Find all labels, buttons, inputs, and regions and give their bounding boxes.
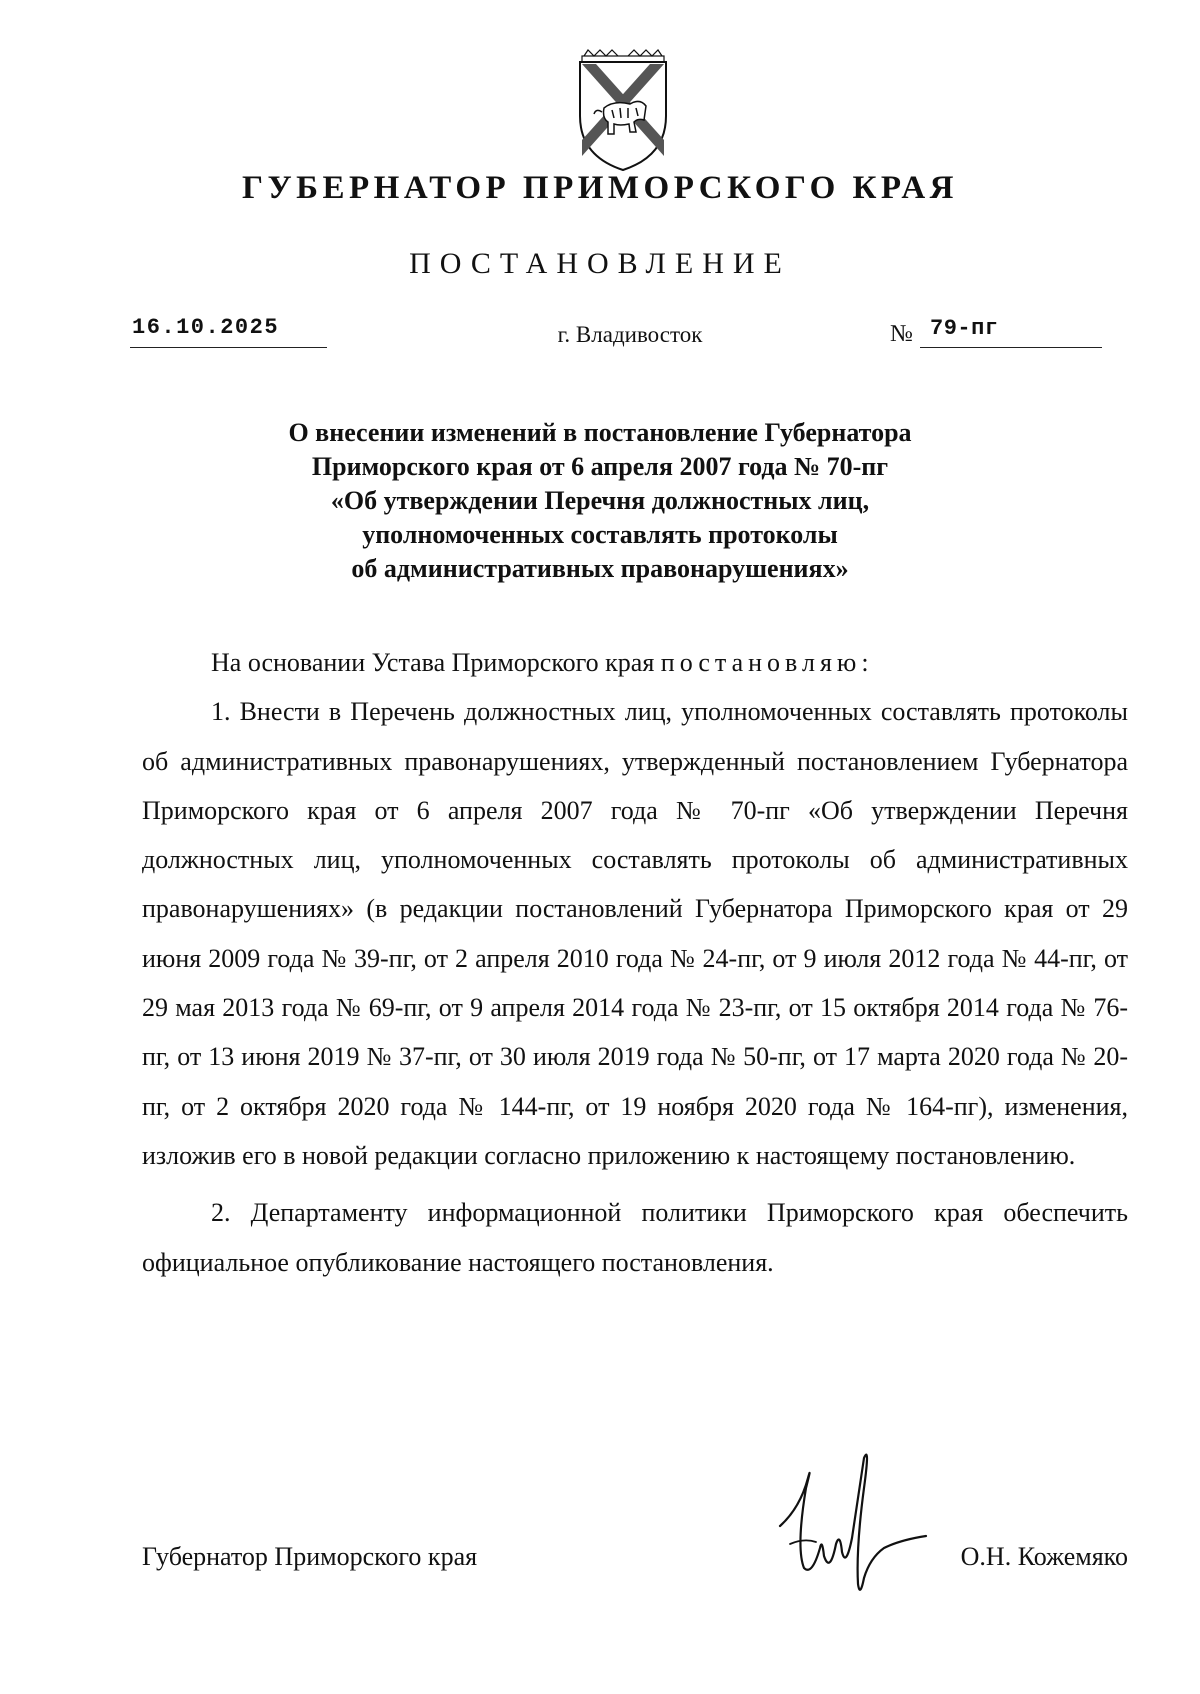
signature-image — [760, 1448, 930, 1608]
item-1: 1. Внести в Перечень должностных лиц, уполномоченных составлять протоколы об административных правонарушениях, утвержденный постановлением Губернатора Приморского края от 6 апреля 2007 года № 70-пг «Об утверждении Перечня должностных лиц, уполномоченных составлять протоколы об административных правонарушениях» (в редакции постановлений Губернатора Приморского края от 29 июня 2009 года № 39-пг, от 2 апреля 2010 года № 24-пг, от 9 июля 2012 года № 44-пг, от 29 мая 2013 года № 69-пг, от 9 апреля 2014 года № 23-пг, от 15 октября 2014 года № 76-пг, от 13 июня 2019 № 37-пг, от 30 июля 2019 года № 50-пг, от 17 марта 2020 года № 20-пг, от 2 октября 2020 года № 144-пг, от 19 ноября 2020 года № 164-пг), изменения, изложив его в новой редакции согласно приложению к настоящему постановлению. — [142, 697, 1128, 1170]
document-type: ПОСТАНОВЛЕНИЕ — [409, 247, 791, 280]
document-number: 79-пг — [920, 316, 1102, 348]
signatory-position: Губернатор Приморского края — [142, 1542, 478, 1571]
title-line: Приморского края от 6 апреля 2007 года № 70-пг — [311, 452, 889, 481]
title-line: уполномоченных составлять протоколы — [362, 520, 838, 549]
title-line: «Об утверждении Перечня должностных лиц, — [330, 486, 870, 515]
intro-decree-word: постановляю: — [660, 648, 874, 677]
organization-title: ГУБЕРНАТОР ПРИМОРСКОГО КРАЯ — [241, 170, 959, 206]
intro-lead: На основании Устава Приморского края — [211, 648, 655, 677]
document-date: 16.10.2025 — [130, 315, 327, 348]
title-line: О внесении изменений в постановление Губернатора — [288, 418, 912, 447]
title-line: об административных правонарушениях» — [351, 554, 849, 583]
document-title — [150, 416, 1050, 586]
coat-of-arms-icon — [574, 48, 672, 173]
document-city: г. Владивосток — [557, 322, 703, 347]
document-body — [142, 638, 1128, 1287]
intro-paragraph — [142, 638, 1128, 687]
number-sign: № — [890, 321, 913, 347]
item-2: 2. Департаменту информационной политики Приморского края обеспечить официальное опубликование настоящего постановления. — [142, 1198, 1128, 1277]
signatory-name: О.Н. Кожемяко — [960, 1542, 1128, 1571]
